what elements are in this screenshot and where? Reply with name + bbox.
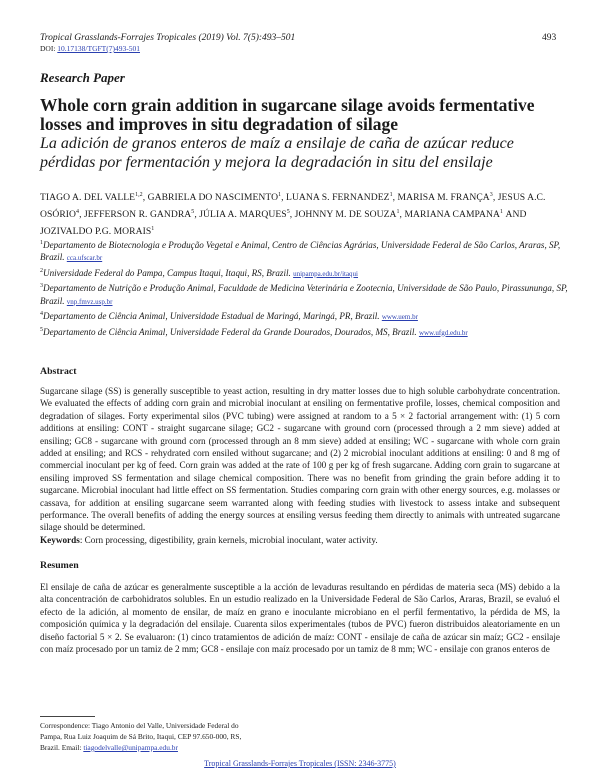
affiliation-url-link[interactable]: www.ufgd.edu.br [418,328,468,337]
footnote-line-2: Pampa, Rua Luiz Joaquim de Sá Brito, Itaqui, CEP 97.650-000, RS, [40,732,242,741]
affiliation-item [40,308,570,323]
author-affiliation-marker: 5 [286,209,290,216]
author-name: JEFFERSON R. GANDRA [83,209,192,221]
author-separator: , [399,209,405,221]
resumen-heading: Resumen [40,560,79,571]
author-name: JOHNNY M. DE SOUZA [294,209,397,221]
affiliation-number: 3 [40,283,43,290]
affiliation-item [40,265,570,280]
affiliation-text: Departamento de Ciência Animal, Universidade Federal da Grande Dourados, Dourados, MS, Brazil. [43,326,417,337]
keywords-label: Keywords [40,535,80,545]
author-affiliation-marker: 1 [151,226,155,233]
author-name: JÚLIA A. MARQUES [199,209,287,221]
affiliation-text: Departamento de Nutrição e Produção Animal, Faculdade de Medicina Veterinária e Zootecnia, Universidade de São Paulo, Pirassununga, SP, Brazil. [40,283,568,306]
affiliation-item [40,280,570,308]
article-title: Whole corn grain addition in sugarcane silage avoids fermentative losses and improves in situ degradation of silage [40,95,535,134]
footnote-email-prefix: Brazil. Email: [40,743,84,752]
keywords-line [40,535,378,545]
affiliation-item [40,324,570,339]
author-name: LUANA S. FERNANDEZ [286,192,390,204]
author-separator: , [194,209,200,221]
doi-link[interactable]: 10.17138/TGFT(7)493-501 [57,44,140,53]
affiliation-text: Universidade Federal do Pampa, Campus Itaqui, Itaqui, RS, Brazil. [43,267,291,278]
affiliation-url-link[interactable]: www.uem.br [381,313,418,322]
author-separator: , [79,209,84,221]
article-subtitle: La adición de granos enteros de maíz a ensilaje de caña de azúcar reduce pérdidas por fermentación y mejora la degradación in situ del ensilaje [40,135,514,171]
affiliation-number: 4 [40,311,43,318]
author-name: GABRIELA DO NASCIMENTO [147,192,279,204]
author-affiliation-marker: 1 [396,209,400,216]
keywords-text: : Corn processing, digestibility, grain kernels, microbial inoculant, water activity. [79,535,378,545]
page-number: 493 [542,33,557,43]
affiliation-url-link[interactable]: vnp.fmvz.usp.br [66,297,113,306]
abstract-text: Sugarcane silage (SS) is generally susceptible to yeast action, resulting in dry matter losses due to high soluble carbohydrate concentration. We evaluated the effects of adding corn grain and microbial inoculant at ensiling on fermentative profile, losses, chemical composition and degradation of silages. Forty experimental silos (PVC tubing) were assigned at random to a 5 × 2 factorial arrangement with: (1) 5 corn additions at ensiling: CONT - straight sugarcane silage; GC2 - sugarcane with ground corn (processed through a 2 mm sieve) added at ensiling; GC8 - sugarcane with ground corn (processed through an 8 mm sieve) added at ensiling; WC - sugarcane with whole corn grain added at ensiling; and RCS - rehydrated corn ensiled without sugarcane; and (2) 2 microbial inoculant additions at ensiling: 0 and 8 mg of commercial inoculant per kg of feed. Corn grain was added at the rate of 100 g per kg of fresh sugarcane. Adding corn grain to sugarcane at ensiling improved SS fermentation and silage chemical composition. There was no benefit from grinding the grain before adding it to sugarcane. Microbial inoculant had little effect on SS fermentation. Studies comparing corn grain with other energy sources, e.g. molasses or cassava, for addition at ensiling sugarcane seem warranted along with feeding studies with livestock to assess intake and subsequent performance. The overall benefits of adding the energy sources at ensiling versus feeding them directly to animals with untreated sugarcane silage should be determined. [40,386,560,533]
doi-line [40,44,140,53]
author-separator: , [281,192,287,204]
journal-footer [0,759,600,768]
footnote-line-3 [40,742,300,753]
footnote-line-1: Correspondence: Tiago Antonio del Valle, Universidade Federal do [40,721,239,730]
author-separator: , [492,192,498,204]
footnote-rule [40,716,95,717]
author-affiliation-marker: 4 [76,209,80,216]
affiliation-text: Departamento de Biotecnologia e Produção Vegetal e Animal, Centro de Ciências Agrárias, Universidade Federal de São Carlos, Araras, SP, Brazil. [40,240,561,263]
correspondence-email-link[interactable]: tiagodelvalle@unipampa.edu.br [83,743,178,752]
author-affiliation-marker: 1 [278,192,282,198]
affiliation-url-link[interactable]: cca.ufscar.br [66,254,103,263]
correspondence-footnote [40,720,300,753]
affiliation-list [40,237,570,339]
author-affiliation-marker: 1 [500,209,504,216]
author-name: JESUS A.C. OSÓRIO [40,192,546,221]
affiliation-text: Departamento de Ciência Animal, Universidade Estadual de Maringá, Maringá, PR, Brazil. [43,311,380,322]
resumen-text: El ensilaje de caña de azúcar es generalmente susceptible a la acción de levaduras resultando en pérdidas de materia seca (MS) debido a la alta concentración de carbohidratos solubles. En un estudio realizado en la Universidade Federal de São Carlos, Araras, Brazil, se evaluó el efecto de la adición, al momento de ensilar, de maíz en grano e inoculante microbiano en el perfil fermentativo, la pérdida de MS, la composición química y la degradación del ensilaje. Cuarenta silos experimentales (tubos de PVC) fueron distribuidos aleatoriamente en un diseño factorial 5 × 2. Se evaluaron: (1) cinco tratamientos de adición de maíz: CONT - ensilaje de caña de azúcar sin maíz; GC2 - ensilaje con maíz procesado por un tamiz de 2 mm; GC8 - ensilaje con maíz procesado por un tamiz de 8 mm; WC - ensilaje con granos enteros de [40,582,560,655]
author-conjunction: AND [505,209,527,221]
author-list [40,188,570,240]
author-affiliation-marker: 3 [489,192,493,198]
author-affiliation-marker: 1 [389,192,393,198]
author-separator: , [392,192,398,204]
author-name: MARIANA CAMPANA [404,209,500,221]
affiliation-number: 2 [40,267,43,274]
author-name: MARISA M. FRANÇA [397,192,490,204]
affiliation-item [40,237,570,265]
author-separator: , [142,192,148,204]
affiliation-number: 1 [40,240,43,246]
author-separator: , [289,209,295,221]
author-name: JOZIVALDO P.G. MORAIS [40,226,152,238]
article-type: Research Paper [40,70,125,85]
affiliation-url-link[interactable]: unipampa.edu.br/itaqui [293,269,359,278]
journal-header: Tropical Grasslands-Forrajes Tropicales (2019) Vol. 7(5):493–501 [40,33,296,43]
doi-label: DOI: [40,44,58,53]
footer-journal-link[interactable]: Tropical Grasslands-Forrajes Tropicales (ISSN: 2346-3775) [204,759,396,768]
affiliation-number: 5 [40,326,43,333]
abstract-heading: Abstract [40,366,77,377]
author-name: TIAGO A. DEL VALLE [40,192,136,204]
author-affiliation-marker: 1,2 [135,192,143,198]
author-affiliation-marker: 5 [191,209,195,216]
